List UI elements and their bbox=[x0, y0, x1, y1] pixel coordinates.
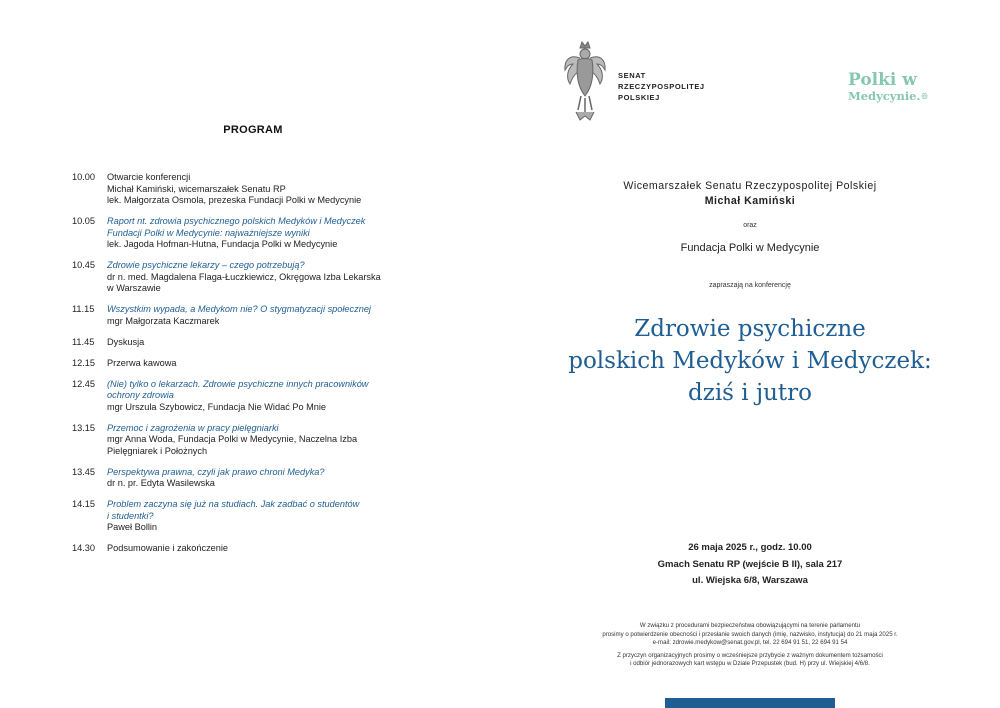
agenda-talk-title: i studentki? bbox=[107, 510, 154, 521]
agenda-item bbox=[72, 304, 432, 327]
security-note bbox=[530, 622, 970, 669]
agenda-item bbox=[72, 467, 432, 490]
agenda-body bbox=[107, 337, 432, 349]
registered-mark: ® bbox=[920, 91, 929, 101]
agenda-body bbox=[107, 467, 432, 490]
senat-line: RZECZYPOSPOLITEJ bbox=[618, 82, 705, 91]
conference-title-line: Zdrowie psychiczne bbox=[634, 316, 866, 342]
conference-title-line: polskich Medyków i Medyczek: bbox=[568, 348, 932, 374]
agenda-time: 10.05 bbox=[72, 216, 95, 227]
note-line: i odbiór jednorazowych kart wstępu w Dziale Przepustek (bud. H) przy ul. Wiejskiej 4/6/8. bbox=[630, 660, 870, 668]
agenda-time: 12.45 bbox=[72, 378, 95, 389]
agenda-talk-title: Perspektywa prawna, czyli jak prawo chroni Medyka? bbox=[107, 466, 325, 477]
event-address: ul. Wiejska 6/8, Warszawa bbox=[692, 575, 808, 586]
agenda-speaker: dr n. med. Magdalena Flaga-Łuczkiewicz, Okręgowa Izba Lekarska bbox=[107, 271, 381, 282]
agenda-time: 10.45 bbox=[72, 260, 95, 271]
agenda-body bbox=[107, 499, 432, 534]
agenda-speaker: w Warszawie bbox=[107, 283, 161, 294]
agenda-talk-title: Wszystkim wypada, a Medykom nie? O stygmatyzacji społecznej bbox=[107, 304, 371, 315]
agenda-time: 13.45 bbox=[72, 466, 95, 477]
agenda-time: 11.45 bbox=[72, 336, 95, 347]
agenda-body bbox=[107, 304, 432, 327]
agenda-body bbox=[107, 172, 432, 207]
agenda-body bbox=[107, 358, 432, 370]
agenda-time: 14.15 bbox=[72, 499, 95, 510]
note-line: W związku z procedurami bezpieczeństwa obowiązującymi na terenie parlamentu bbox=[639, 622, 861, 629]
agenda-speaker: lek. Jagoda Hofman-Hutna, Fundacja Polki w Medycynie bbox=[107, 239, 338, 250]
agenda-talk-title: (Nie) tylko o lekarzach. Zdrowie psychiczne innych pracowników bbox=[107, 378, 369, 389]
logo-line: Medycynie. bbox=[848, 89, 921, 103]
agenda-body bbox=[107, 379, 432, 414]
footer-accent-bar bbox=[665, 698, 835, 708]
conference-title bbox=[530, 313, 970, 409]
agenda-item bbox=[72, 337, 432, 349]
logo-line: Polki w bbox=[848, 70, 917, 90]
agenda-time: 11.15 bbox=[72, 304, 95, 315]
agenda-body bbox=[107, 543, 432, 555]
agenda-speaker: Przerwa kawowa bbox=[107, 357, 177, 368]
agenda-speaker: Dyskusja bbox=[107, 336, 145, 347]
agenda-talk-title: Przemoc i zagrożenia w pracy pielęgniarki bbox=[107, 422, 279, 433]
note-line: prosimy o potwierdzenie obecności i przesłanie swoich danych (imię, nazwisko, instytucja) do 21 maja 2025 r. bbox=[602, 630, 898, 638]
agenda-speaker: lek. Małgorzata Osmola, prezeska Fundacji Polki w Medycynie bbox=[107, 195, 362, 206]
agenda-speaker: Michał Kamiński, wicemarszałek Senatu RP bbox=[107, 183, 286, 194]
polki-w-medycynie-logo bbox=[848, 72, 929, 104]
agenda-item bbox=[72, 358, 432, 370]
agenda-time: 10.00 bbox=[72, 172, 95, 182]
agenda-item bbox=[72, 423, 432, 458]
agenda-talk-title: Zdrowie psychiczne lekarzy – czego potrzebują? bbox=[107, 260, 305, 271]
agenda-speaker: mgr Małgorzata Kaczmarek bbox=[107, 315, 220, 326]
polish-eagle-emblem-icon bbox=[562, 40, 608, 124]
agenda-time: 13.15 bbox=[72, 422, 95, 433]
agenda-speaker: mgr Urszula Szybowicz, Fundacja Nie Widać Po Mnie bbox=[107, 401, 327, 412]
conjunction: oraz bbox=[743, 222, 757, 229]
agenda-speaker: Paweł Bollin bbox=[107, 522, 158, 533]
agenda-body bbox=[107, 216, 432, 251]
co-host: Fundacja Polki w Medycynie bbox=[680, 242, 820, 254]
invite-text: zapraszają na konferencję bbox=[709, 282, 791, 289]
agenda-speaker: Podsumowanie i zakończenie bbox=[107, 543, 229, 554]
note-line: e-mail: zdrowie.medykow@senat.gov.pl, tel. 22 694 91 51, 22 694 91 54 bbox=[652, 639, 848, 647]
agenda-item bbox=[72, 260, 432, 295]
agenda-item bbox=[72, 172, 432, 207]
agenda-time: 14.30 bbox=[72, 543, 95, 554]
agenda-speaker: Otwarcie konferencji bbox=[107, 172, 191, 182]
event-date: 26 maja 2025 r., godz. 10.00 bbox=[688, 542, 812, 553]
event-venue: Gmach Senatu RP (wejście B II), sala 217 bbox=[657, 558, 843, 570]
agenda-talk-title: Problem zaczyna się już na studiach. Jak zadbać o studentów bbox=[107, 499, 360, 510]
agenda-item bbox=[72, 379, 432, 414]
senat-line: SENAT bbox=[618, 71, 646, 80]
agenda-item bbox=[72, 216, 432, 251]
senat-line: POLSKIEJ bbox=[618, 93, 660, 102]
agenda-talk-title: Fundacji Polki w Medycynie: najważniejsze wyniki bbox=[107, 227, 310, 238]
agenda-speaker: mgr Anna Woda, Fundacja Polki w Medycynie, Naczelna Izba bbox=[107, 434, 358, 445]
agenda-talk-title: Raport nt. zdrowia psychicznego polskich Medyków i Medyczek bbox=[107, 216, 366, 227]
host-title: Wicemarszałek Senatu Rzeczypospolitej Polskiej bbox=[623, 180, 877, 192]
program-title: PROGRAM bbox=[223, 124, 283, 136]
conference-title-line: dziś i jutro bbox=[687, 380, 812, 406]
agenda-item bbox=[72, 499, 432, 534]
agenda-talk-title: ochrony zdrowia bbox=[107, 390, 174, 401]
host-name: Michał Kamiński bbox=[704, 195, 796, 207]
event-details bbox=[530, 540, 970, 590]
agenda-list bbox=[72, 172, 432, 564]
agenda-speaker: Pielęgniarek i Położnych bbox=[107, 445, 208, 456]
agenda-item bbox=[72, 543, 432, 555]
agenda-speaker: dr n. pr. Edyta Wasilewska bbox=[107, 478, 215, 489]
agenda-body bbox=[107, 423, 432, 458]
agenda-body bbox=[107, 260, 432, 295]
senat-wordmark bbox=[618, 70, 705, 103]
agenda-time: 12.15 bbox=[72, 357, 95, 368]
note-line: Z przyczyn organizacyjnych prosimy o wcześniejsze przybycie z ważnym dokumentem tożsamości bbox=[617, 651, 883, 659]
